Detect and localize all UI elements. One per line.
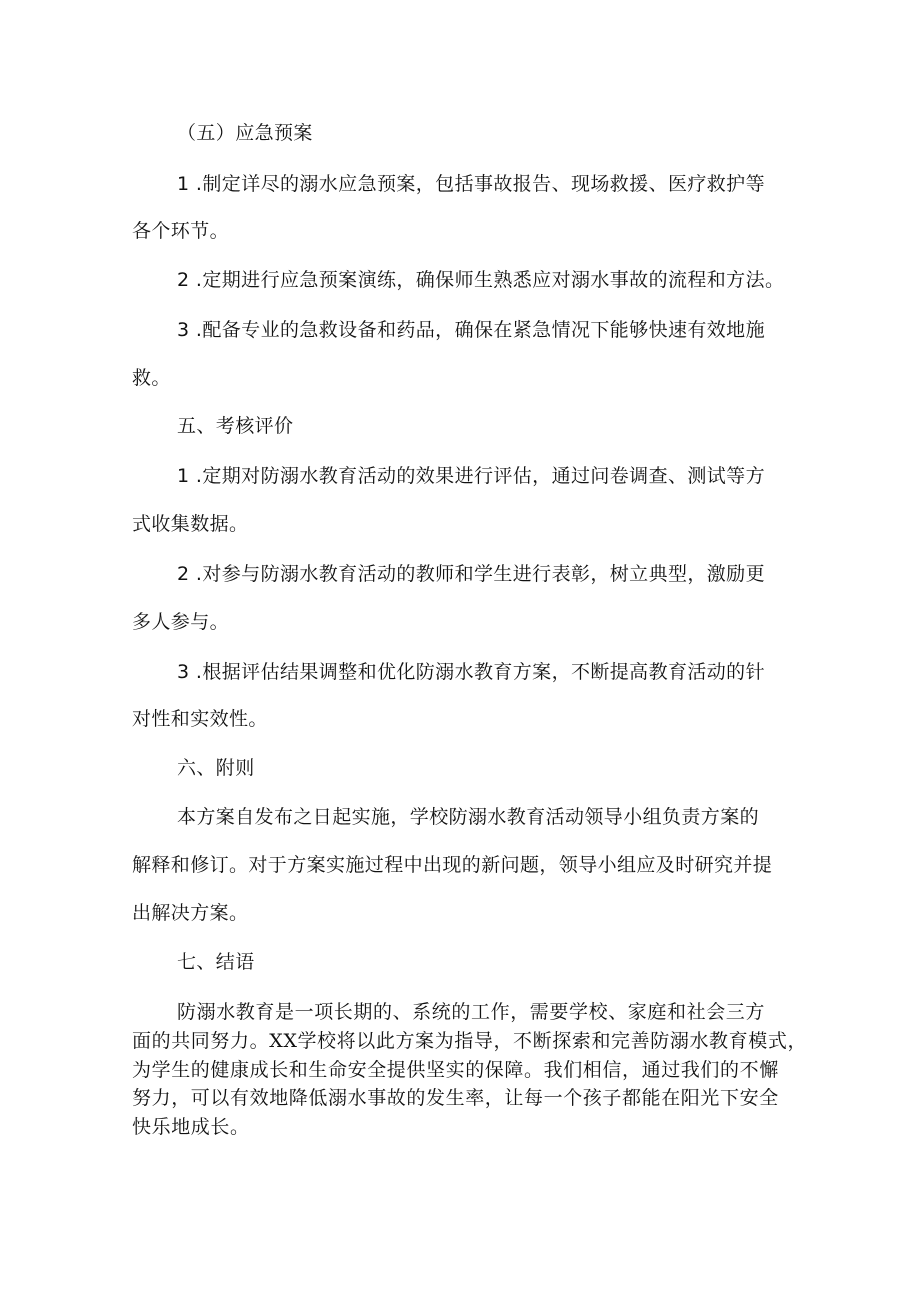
appendix-line-1: 本方案自发布之日起实施，学校防溺水教育活动领导小组负责方案的 (177, 806, 760, 828)
evaluation-item-1-line-2: 式收集数据。 (132, 513, 249, 535)
conclusion-line-1: 防溺水教育是一项长期的、系统的工作，需要学校、家庭和社会三方 (177, 1001, 766, 1023)
conclusion-line-2: 面的共同努力。XX学校将以此方案为指导，不断探索和完善防溺水教育模式， (132, 1030, 808, 1052)
appendix-line-2: 解释和修订。对于方案实施过程中出现的新问题，领导小组应及时研究并提 (132, 854, 773, 876)
section-heading-evaluation: 五、考核评价 (177, 415, 294, 437)
evaluation-item-1-line-1: 1 .定期对防溺水教育活动的效果进行评估，通过问卷调查、测试等方 (177, 465, 765, 487)
emergency-item-1-line-1: 1 .制定详尽的溺水应急预案，包括事故报告、现场救援、医疗救护等 (177, 173, 765, 195)
conclusion-line-3: 为学生的健康成长和生命安全提供坚实的保障。我们相信，通过我们的不懈 (132, 1059, 779, 1081)
section-heading-emergency-plan: （五）应急预案 (177, 122, 313, 144)
conclusion-line-5: 快乐地成长。 (132, 1116, 250, 1138)
evaluation-item-3-line-2: 对性和实效性。 (132, 708, 268, 730)
emergency-item-2-line-1: 2 .定期进行应急预案演练，确保师生熟悉应对溺水事故的流程和方法。 (177, 269, 785, 291)
section-heading-appendix: 六、附则 (177, 757, 255, 779)
section-heading-conclusion: 七、结语 (177, 951, 255, 973)
evaluation-item-3-line-1: 3 .根据评估结果调整和优化防溺水教育方案，不断提高教育活动的针 (177, 661, 765, 683)
conclusion-line-4: 努力，可以有效地降低溺水事故的发生率，让每一个孩子都能在阳光下安全 (132, 1087, 779, 1109)
evaluation-item-2-line-1: 2 .对参与防溺水教育活动的教师和学生进行表彰，树立典型，激励更 (177, 563, 765, 585)
emergency-item-3-line-1: 3 .配备专业的急救设备和药品，确保在紧急情况下能够快速有效地施 (177, 319, 765, 341)
emergency-item-1-line-2: 各个环节。 (132, 220, 230, 242)
appendix-line-3: 出解决方案。 (132, 902, 249, 924)
emergency-item-3-line-2: 救。 (132, 367, 171, 389)
evaluation-item-2-line-2: 多人参与。 (132, 611, 230, 633)
